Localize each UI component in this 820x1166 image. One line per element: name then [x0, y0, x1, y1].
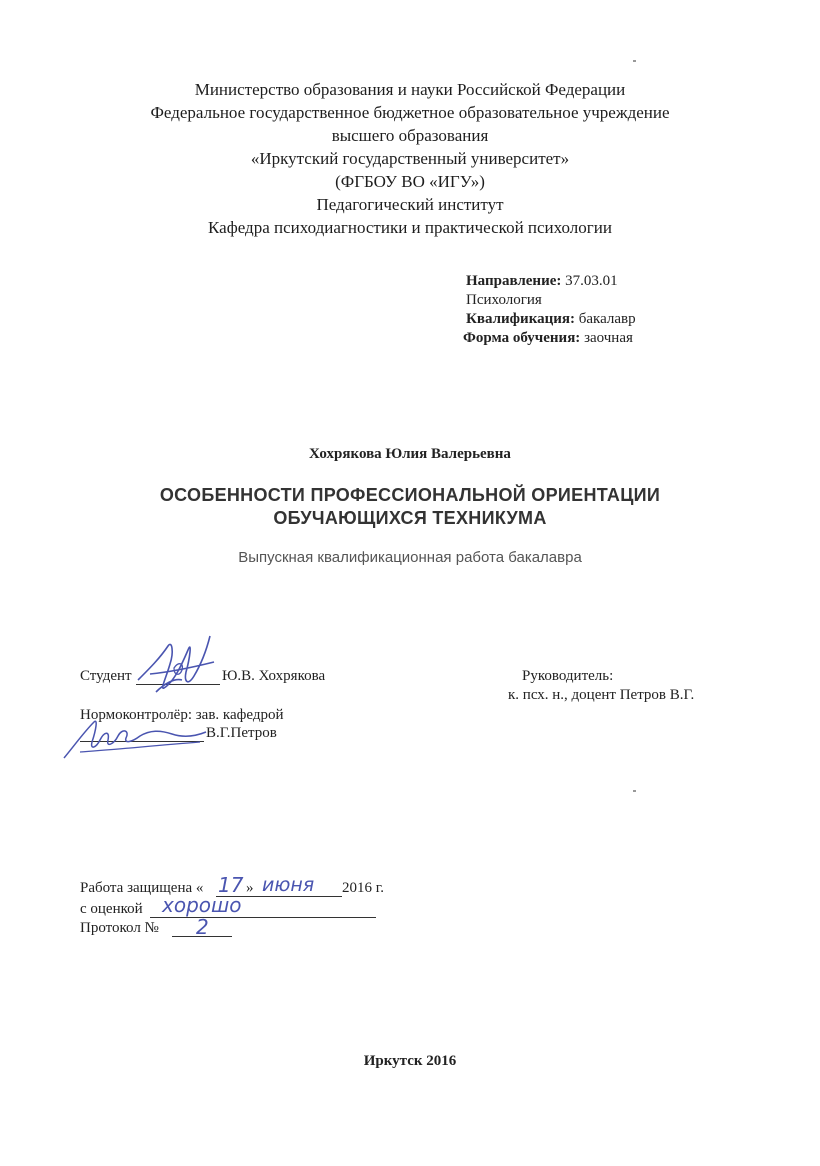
university-abbrev: (ФГБОУ ВО «ИГУ») [335, 172, 485, 191]
defense-quote-close: » [246, 880, 254, 896]
protocol-number: 2 [196, 915, 209, 939]
direction-label: Направление: [466, 273, 562, 289]
study-form-row [463, 329, 636, 348]
normcontrol-signature [60, 708, 210, 766]
institute-name: Педагогический институт [316, 195, 504, 214]
supervisor-label: Руководитель: [522, 668, 614, 684]
thesis-title-line-2: ОБУЧАЮЩИХСЯ ТЕХНИКУМА [273, 508, 547, 528]
city-year: Иркутск 2016 [363, 1053, 457, 1069]
thesis-title-line-1: ОСОБЕННОСТИ ПРОФЕССИОНАЛЬНОЙ ОРИЕНТАЦИИ [159, 485, 661, 505]
direction-name: Психология [466, 292, 542, 308]
direction-row [466, 272, 636, 291]
study-form-value: заочная [584, 330, 633, 346]
scan-speck [633, 790, 636, 792]
defense-year: 2016 г. [342, 880, 384, 896]
qualification-row [466, 310, 636, 329]
qualification-label: Квалификация: [466, 311, 575, 327]
institution-type-line: Федеральное государственное бюджетное образовательное учреждение [150, 103, 670, 122]
ministry-line: Министерство образования и науки Российской Федерации [194, 80, 626, 99]
work-type: Выпускная квалификационная работа бакалавра [238, 549, 582, 566]
student-name: Ю.В. Хохрякова [222, 668, 326, 684]
direction-value: 37.03.01 [565, 273, 618, 289]
grade-line [150, 917, 376, 918]
institution-header [0, 78, 820, 239]
education-level-line: высшего образования [331, 126, 489, 145]
university-name: «Иркутский государственный университет» [250, 149, 570, 168]
defense-month: июня [262, 874, 315, 896]
grade-label: с оценкой [80, 901, 143, 917]
student-signature [130, 628, 226, 700]
study-form-label: Форма обучения: [463, 330, 581, 346]
normcontrol-label: Нормоконтролёр: зав. кафедрой [80, 707, 284, 723]
defense-label: Работа защищена « [80, 880, 204, 896]
thesis-title [0, 484, 820, 530]
normcontrol-name: В.Г.Петров [206, 725, 277, 741]
grade-value: хорошо [162, 893, 242, 917]
protocol-label: Протокол № [80, 920, 159, 936]
department-name: Кафедра психодиагностики и практической психологии [208, 218, 612, 237]
student-label: Студент [80, 668, 132, 684]
author-name: Хохрякова Юлия Валерьевна [309, 446, 511, 462]
scan-speck [633, 60, 636, 62]
supervisor-name: к. псх. н., доцент Петров В.Г. [508, 687, 695, 703]
qualification-value: бакалавр [578, 311, 636, 327]
defense-day: 17 [218, 873, 244, 897]
program-info [463, 272, 636, 348]
